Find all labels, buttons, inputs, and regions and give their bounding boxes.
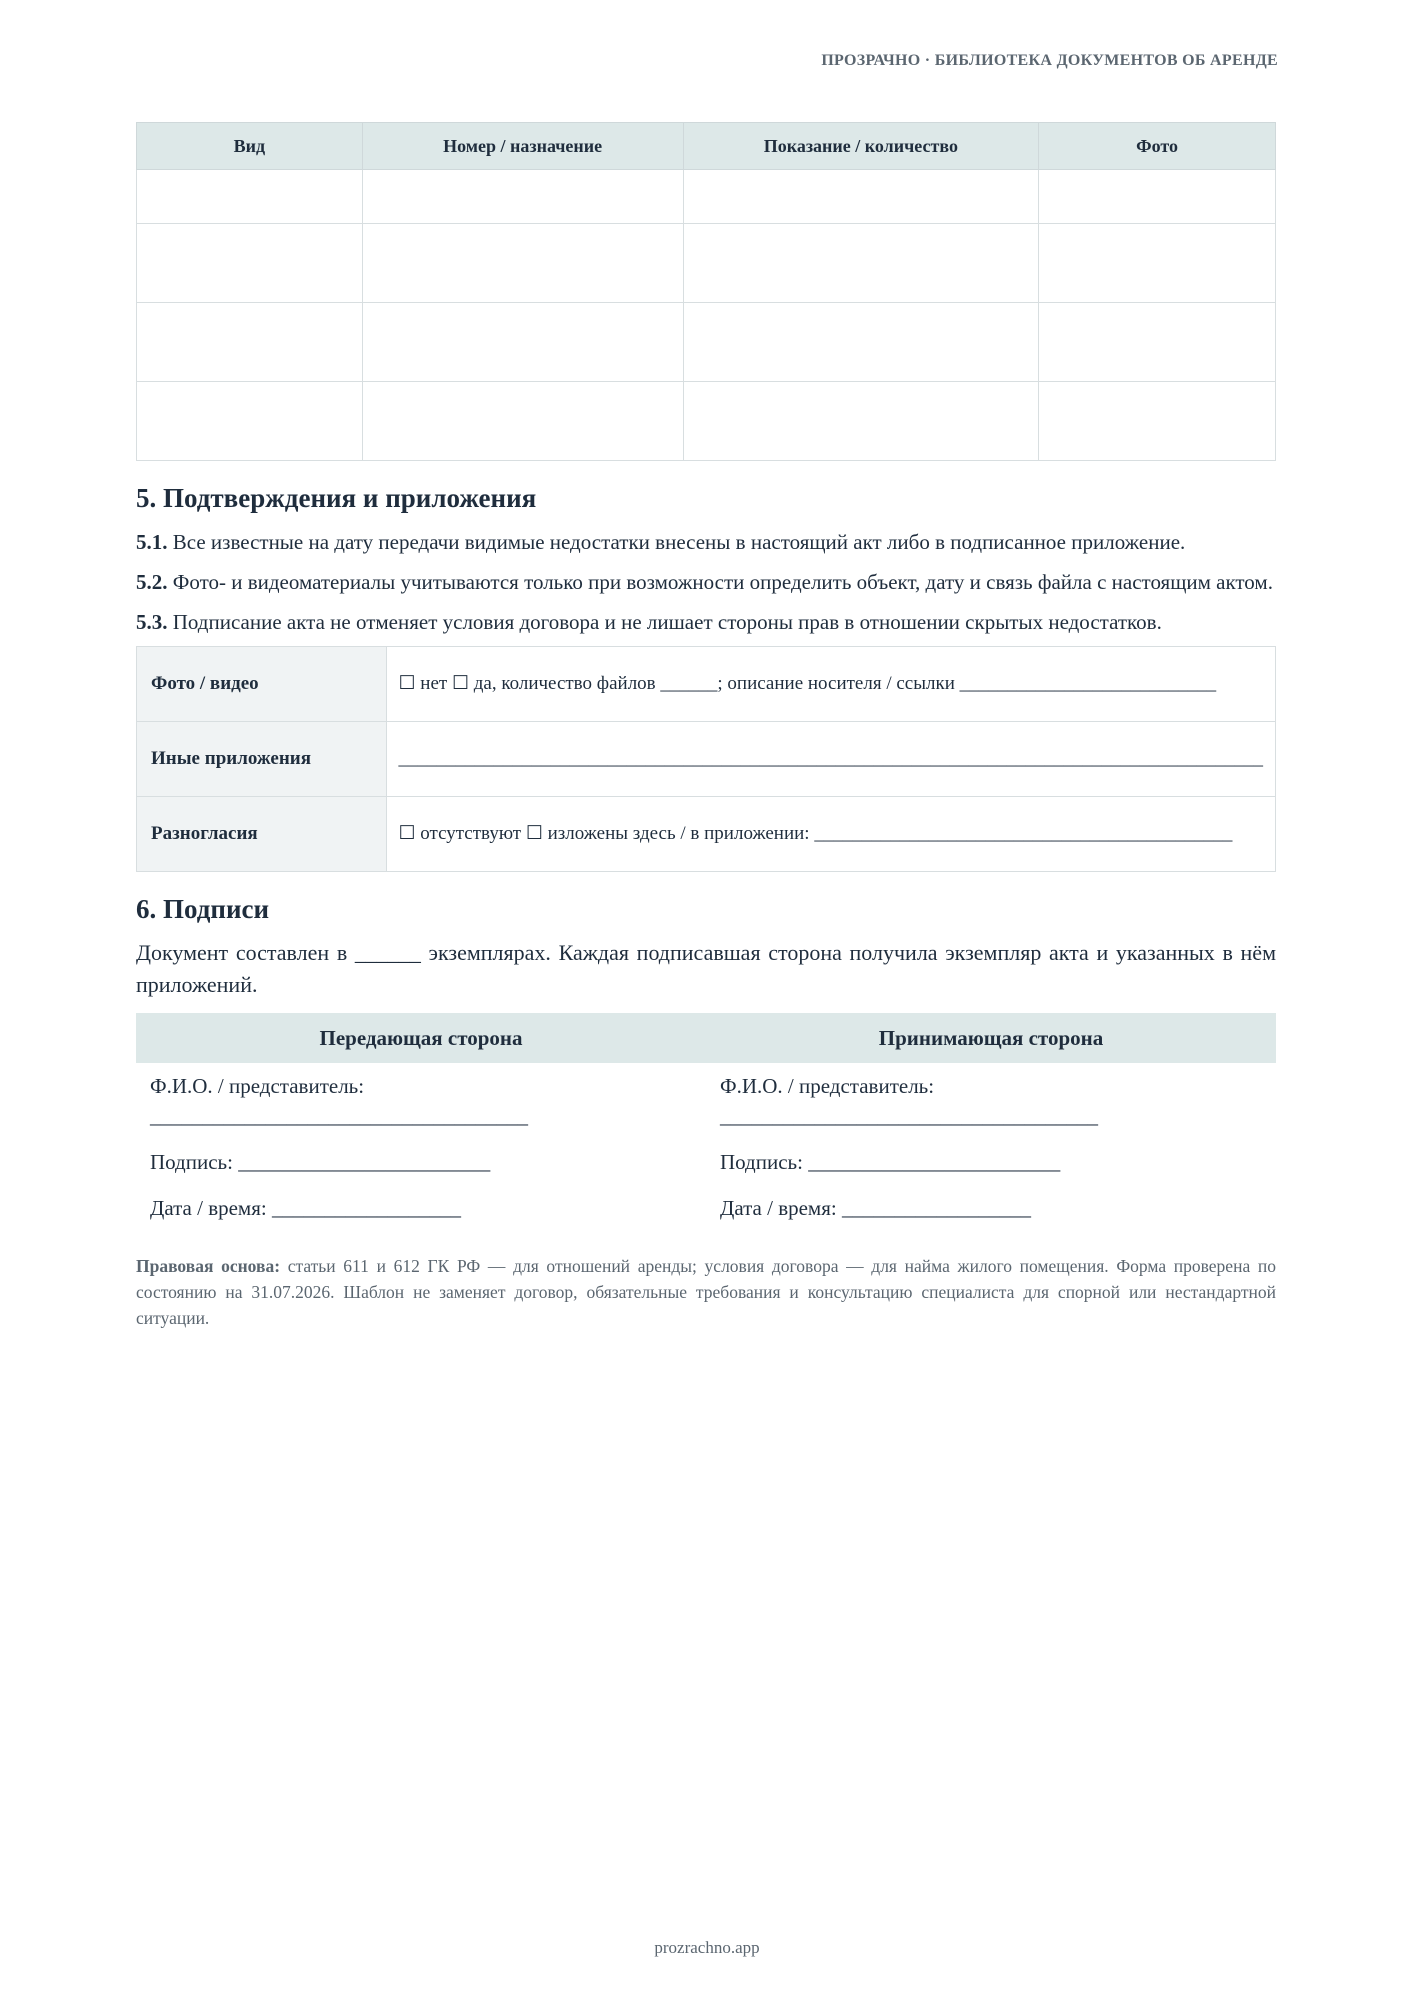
- table-cell[interactable]: [137, 303, 363, 382]
- attachments-row-other: [137, 722, 1276, 797]
- table-cell[interactable]: [683, 224, 1039, 303]
- table-cell[interactable]: [137, 224, 363, 303]
- clause-number: 5.1.: [136, 530, 168, 554]
- date-field[interactable]: Дата / время: __________________: [720, 1196, 1031, 1220]
- table-cell[interactable]: [683, 170, 1039, 224]
- table-cell[interactable]: [362, 382, 683, 461]
- document-body: [136, 122, 1276, 1349]
- attachment-field[interactable]: ☐ отсутствуют ☐ изложены здесь / в приложении: ____________________________________________: [386, 797, 1276, 872]
- table-cell[interactable]: [362, 170, 683, 224]
- signature-field[interactable]: Подпись: ________________________: [720, 1150, 1061, 1174]
- table-cell[interactable]: [362, 224, 683, 303]
- attachment-label: Иные приложения: [137, 722, 387, 797]
- name-field[interactable]: Ф.И.О. / представитель: ____________________________________: [720, 1074, 1098, 1128]
- clause-text: Все известные на дату передачи видимые недостатки внесены в настоящий акт либо в подписанное приложение.: [172, 530, 1186, 554]
- page-footer: prozrachno.app: [654, 1938, 760, 1957]
- table-cell[interactable]: [137, 170, 363, 224]
- table-cell[interactable]: [1039, 382, 1276, 461]
- attachments-table: [136, 646, 1276, 872]
- page-header: ПРОЗРАЧНО · БИБЛИОТЕКА ДОКУМЕНТОВ ОБ АРЕНДЕ: [821, 52, 1278, 69]
- table-cell[interactable]: [137, 382, 363, 461]
- attachment-field[interactable]: ___________________________________________________________________________________________: [386, 722, 1276, 797]
- clause-5-1: [136, 526, 1276, 558]
- attachments-row-photo-video: [137, 647, 1276, 722]
- table-cell[interactable]: [1039, 170, 1276, 224]
- copies-paragraph: Документ составлен в ______ экземплярах. Каждая подписавшая сторона получила экземпляр акта и указанных в нём приложений.: [136, 940, 1276, 997]
- attachment-label: Фото / видео: [137, 647, 387, 722]
- transferring-party-title: Передающая сторона: [136, 1013, 706, 1063]
- meters-table: [136, 122, 1276, 461]
- table-row: [137, 224, 1276, 303]
- table-row: [137, 303, 1276, 382]
- clause-5-3: [136, 606, 1276, 638]
- legal-basis-note: [136, 1253, 1276, 1331]
- column-header-number: Номер / назначение: [362, 123, 683, 170]
- table-cell[interactable]: [1039, 224, 1276, 303]
- table-row: [137, 382, 1276, 461]
- column-header-photo: Фото: [1039, 123, 1276, 170]
- section-5-title: 5. Подтверждения и приложения: [136, 483, 537, 513]
- signatures-header-row: [136, 1013, 1276, 1063]
- attachment-field[interactable]: ☐ нет ☐ да, количество файлов ______; описание носителя / ссылки ___________________________: [386, 647, 1276, 722]
- name-field[interactable]: Ф.И.О. / представитель: ____________________________________: [150, 1074, 528, 1128]
- receiving-party-title: Принимающая сторона: [706, 1013, 1276, 1063]
- attachment-label: Разногласия: [137, 797, 387, 872]
- transferring-party-block: [136, 1063, 706, 1239]
- column-header-reading: Показание / количество: [683, 123, 1039, 170]
- clause-number: 5.2.: [136, 570, 168, 594]
- table-row: [137, 170, 1276, 224]
- table-header-row: [137, 123, 1276, 170]
- date-field[interactable]: Дата / время: __________________: [150, 1196, 461, 1220]
- signatures-row: [136, 1063, 1276, 1239]
- attachments-row-disagreements: [137, 797, 1276, 872]
- column-header-kind: Вид: [137, 123, 363, 170]
- clause-text: Подписание акта не отменяет условия договора и не лишает стороны прав в отношении скрытых недостатков.: [172, 610, 1162, 634]
- clause-text: Фото- и видеоматериалы учитываются только при возможности определить объект, дату и связь файла с настоящим актом.: [172, 570, 1273, 594]
- receiving-party-block: [706, 1063, 1276, 1239]
- clause-number: 5.3.: [136, 610, 168, 634]
- section-6-title: 6. Подписи: [136, 894, 270, 924]
- signatures-table: [136, 1013, 1276, 1239]
- legal-basis-label: Правовая основа:: [136, 1256, 281, 1276]
- table-cell[interactable]: [683, 382, 1039, 461]
- signature-field[interactable]: Подпись: ________________________: [150, 1150, 491, 1174]
- clause-5-2: [136, 566, 1276, 598]
- table-cell[interactable]: [683, 303, 1039, 382]
- legal-basis-text: статьи 611 и 612 ГК РФ — для отношений аренды; условия договора — для найма жилого помещения. Форма проверена по состоянию на 31.07.2026. Шаблон не заменяет договор, обязательные требования и консультацию специалиста для спорной или нестандартной ситуации.: [136, 1256, 1276, 1328]
- table-cell[interactable]: [1039, 303, 1276, 382]
- table-cell[interactable]: [362, 303, 683, 382]
